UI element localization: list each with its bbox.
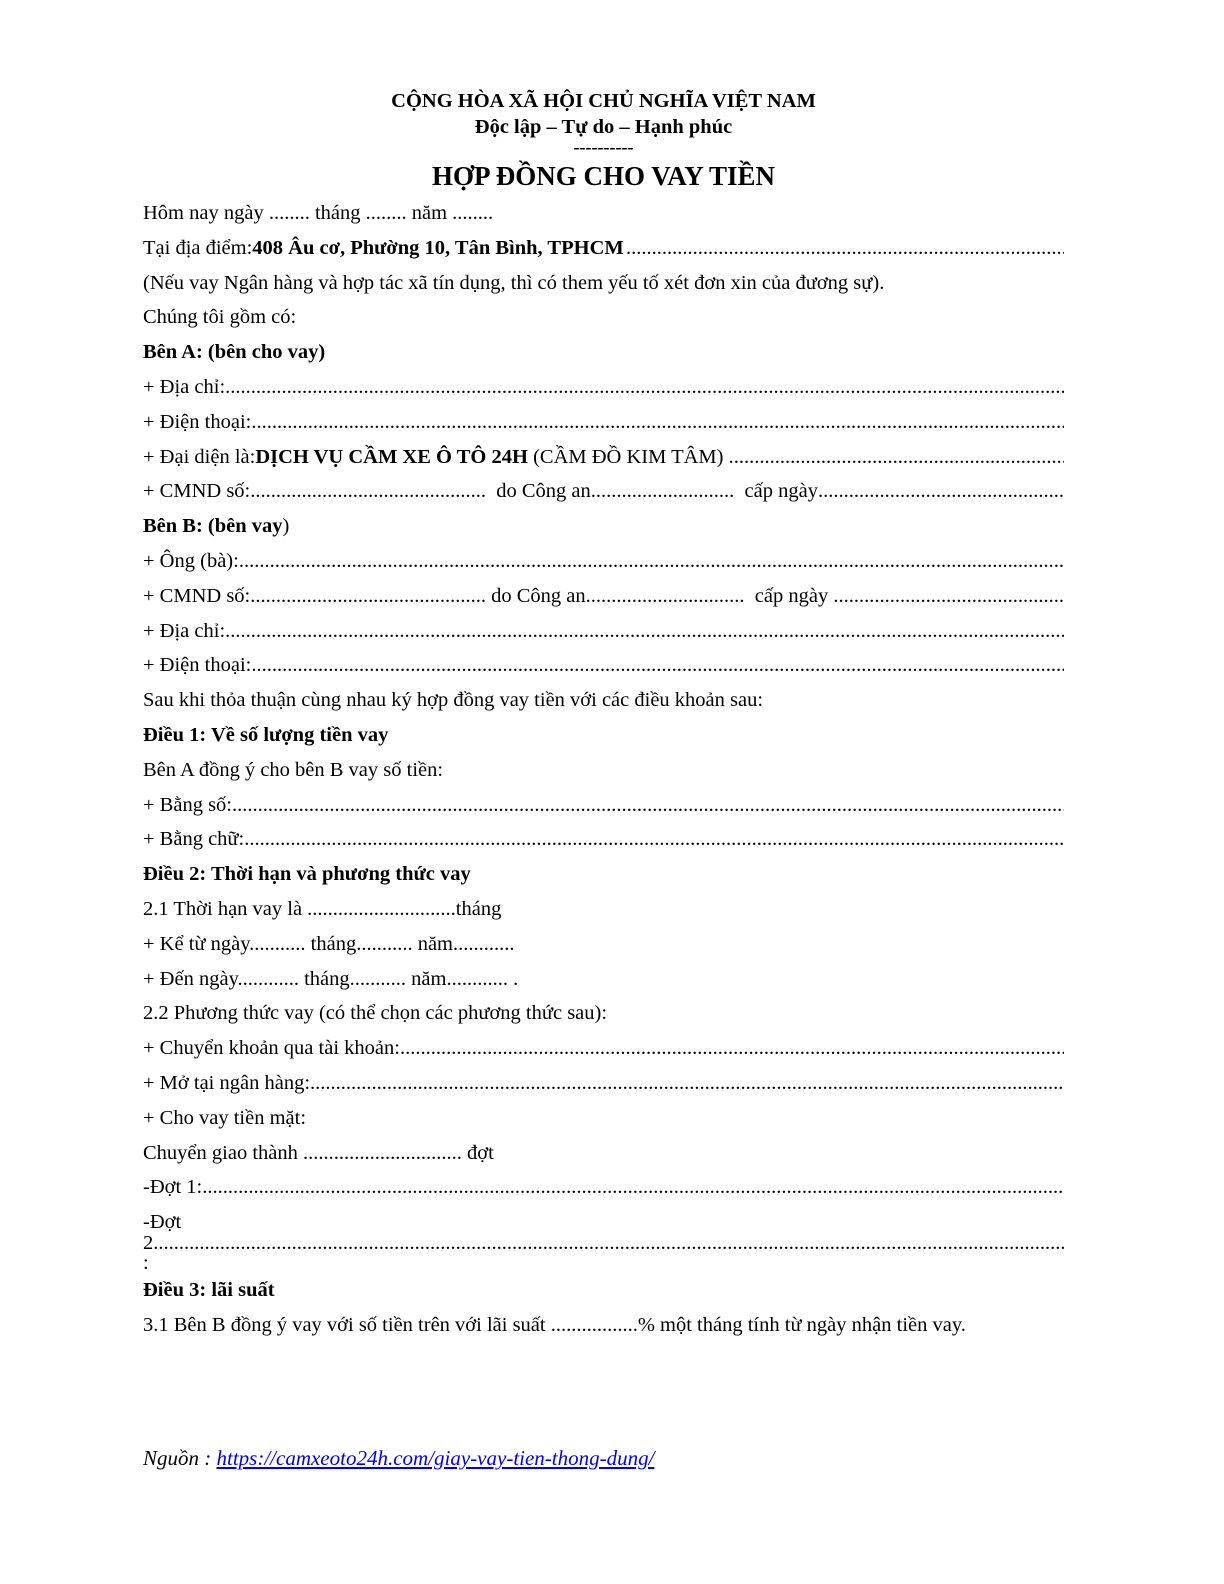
party-a-rep-name: DỊCH VỤ CẦM XE Ô TÔ 24H [255,445,528,468]
round-2-label-b: 2 [143,1232,154,1255]
party-a-issued-label: cấp ngày [734,480,818,503]
transfer-blank [400,1031,1064,1066]
article-2-bank [143,1066,1064,1101]
party-b-name-blank [239,544,1064,579]
article-2-heading: Điều 2: Thời hạn và phương thức vay [143,863,471,886]
party-a-heading: Bên A: (bên cho vay) [143,341,326,364]
party-b-name [143,544,1064,579]
party-a-rep-extra: (CẦM ĐỒ KIM TÂM) [527,445,729,468]
bank-blank [310,1066,1064,1101]
document-title: HỢP ĐỒNG CHO VAY TIỀN [431,161,776,191]
place-line [143,231,1064,266]
round-2-row [143,1231,1064,1255]
article-2-transfer [143,1031,1064,1066]
party-a-rep-blank [729,440,1064,475]
date-line [143,196,1064,231]
round-1-blank [202,1170,1064,1205]
party-b-id [143,579,1064,614]
article-2-handover: Chuyển giao thành ............................... đợt [143,1141,494,1164]
article-2-term: 2.1 Thời hạn vay là .............................tháng [143,897,502,920]
party-b-name-label: + Ông (bà): [143,549,239,572]
party-b-police-blank: ............................... [585,584,745,607]
party-a-address-blank [225,370,1064,405]
place-label: Tại địa điểm: [143,236,253,259]
party-a-address [143,370,1064,405]
article-2-to: + Đến ngày............ tháng........... năm............ . [143,967,519,990]
document-page [143,88,1064,1343]
article-1-by-words [143,822,1064,857]
party-b-heading-text: Bên B: (bên vay [143,515,283,538]
by-words-label: + Bằng chữ: [143,828,245,851]
article-2-from: + Kể từ ngày........... tháng........... năm............ [143,932,515,955]
by-words-blank [244,822,1064,857]
agreement-line: Sau khi thỏa thuận cùng nhau ký hợp đồng vay tiền với các điều khoản sau: [143,689,764,712]
bank-label: + Mở tại ngân hàng: [143,1071,311,1094]
party-a-issued-blank [818,474,1064,509]
party-b-address [143,614,1064,649]
article-1-heading: Điều 1: Về số lượng tiền vay [143,723,389,746]
date-month-label: tháng [314,202,361,224]
party-b-address-blank [225,614,1064,649]
party-b-issued-blank [833,579,1064,614]
transfer-label: + Chuyển khoản qua tài khoản: [143,1037,400,1060]
source-label: Nguồn : [143,1446,217,1470]
by-number-blank [232,788,1064,823]
party-b-heading-end: ) [282,515,290,538]
party-a-phone [143,405,1064,440]
date-year-label: năm [411,202,448,224]
by-number-label: + Bằng số: [143,793,233,816]
article-2-method: 2.2 Phương thức vay (có thể chọn các phương thức sau): [143,1002,608,1025]
national-heading: CỘNG HÒA XÃ HỘI CHỦ NGHĨA VIỆT NAM [391,90,816,112]
party-a-representative [143,440,1064,475]
party-b-phone-label: + Điện thoại: [143,654,252,677]
article-1-by-number [143,788,1064,823]
party-a-phone-blank [251,405,1064,440]
party-a-id-label: + CMND số: [143,480,251,503]
date-day-blank: ........ [268,202,310,224]
motto: Độc lập – Tự do – Hạnh phúc [474,116,733,138]
party-a-address-label: + Địa chỉ: [143,375,226,398]
article-3-heading: Điều 3: lãi suất [143,1279,275,1302]
party-a-id-blank: .............................................. [250,480,486,503]
round-2-blank [153,1231,1064,1255]
date-day-label: Hôm nay ngày [143,202,264,224]
note-line: (Nếu vay Ngân hàng và hợp tác xã tín dụng, thì có them yếu tố xét đơn xin của đương sự). [143,271,885,294]
party-b-issued-label: cấp ngày [744,584,834,607]
article-2-round-1 [143,1170,1064,1205]
parties-line: Chúng tôi gồm có: [143,306,297,329]
date-month-blank: ........ [365,202,407,224]
party-b-id-blank: .............................................. [250,584,486,607]
party-b-id-label: + CMND số: [143,584,251,607]
party-b-police-label: do Công an [486,584,586,607]
place-value: 408 Âu cơ, Phường 10, Tân Bình, TPHCM [252,236,624,259]
party-b-heading [143,509,1064,544]
date-year-blank: ........ [452,202,494,224]
round-1-label: -Đợt 1: [143,1176,203,1199]
article-3-text: 3.1 Bên B đồng ý vay với số tiền trên với lãi suất .................% một tháng tính từ ngày nhận tiền vay. [143,1313,966,1336]
separator: ---------- [573,140,634,156]
party-b-address-label: + Địa chỉ: [143,619,226,642]
article-2-cash: + Cho vay tiền mặt: [143,1106,307,1129]
party-b-phone [143,648,1064,683]
round-2-label-c: : [143,1252,149,1275]
party-a-rep-label: + Đại diện là: [143,445,256,468]
party-a-police-label: do Công an [486,480,591,503]
round-2-label-a: -Đợt [143,1211,182,1234]
place-blank [626,231,1064,266]
party-a-id [143,474,1064,509]
article-1-text: Bên A đồng ý cho bên B vay số tiền: [143,758,444,781]
source-link[interactable]: https://camxeoto24h.com/giay-vay-tien-thong-dung/ [216,1446,655,1470]
article-2-round-2 [143,1209,1064,1275]
party-a-police-blank: ............................ [590,480,735,503]
party-a-phone-label: + Điện thoại: [143,410,252,433]
source-footer [143,1446,654,1471]
party-b-phone-blank [251,648,1064,683]
